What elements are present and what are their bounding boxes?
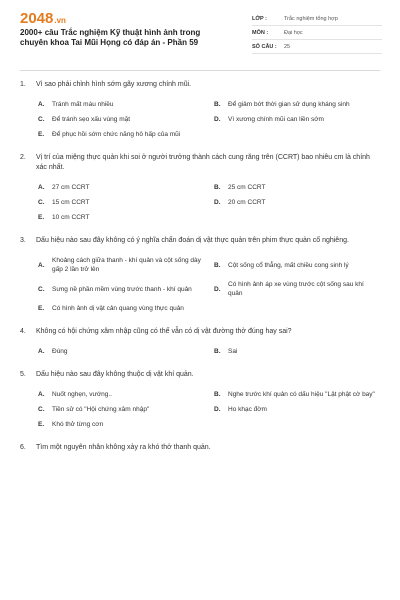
option-letter: A. — [38, 184, 45, 191]
option-text: 15 cm CCRT — [52, 199, 90, 206]
answer-options — [20, 390, 380, 429]
header — [0, 0, 400, 70]
option-text: Tiền sử có "Hội chứng xâm nhập" — [52, 406, 150, 413]
option-letter: E. — [38, 214, 45, 221]
option-letter: A. — [38, 261, 45, 269]
question-text: Tìm một nguyên nhân không xảy ra khó thở thanh quản. — [36, 444, 211, 451]
option-text: Sưng nề phần mềm vùng trước thanh - khí quản — [52, 285, 192, 293]
question-list — [20, 80, 380, 467]
answer-option[interactable] — [38, 198, 204, 207]
option-text: Sai — [228, 348, 238, 355]
answer-option[interactable] — [38, 390, 204, 399]
meta-row-class — [252, 12, 382, 26]
answer-option[interactable] — [214, 405, 380, 414]
meta-label: SỐ CÂU : — [252, 43, 277, 50]
answer-options — [20, 100, 380, 139]
meta-row-subject — [252, 26, 382, 40]
meta-value: Đại học — [284, 29, 303, 36]
option-letter: C. — [38, 285, 45, 293]
option-letter: D. — [214, 285, 221, 293]
question-number: 6. — [20, 444, 26, 451]
question-2 — [20, 153, 380, 222]
option-text: Ho khạc đờm — [228, 406, 267, 413]
question-4 — [20, 327, 380, 356]
question-text: Không có hội chứng xâm nhập cũng có thể vẫn có dị vật đường thở đúng hay sai? — [36, 328, 292, 335]
question-text-row — [20, 443, 380, 453]
answer-option[interactable] — [214, 198, 380, 207]
option-text: 27 cm CCRT — [52, 184, 90, 191]
option-text: Nuốt nghẹn, vướng.. — [52, 391, 112, 398]
option-text: Nghe trước khí quản có dấu hiệu "Lật phật cờ bay" — [228, 391, 375, 398]
option-letter: B. — [214, 101, 221, 108]
option-letter: C. — [38, 116, 45, 123]
option-text: Khoảng cách giữa thanh - khí quản và cột sống dày gấp 2 lần trở lên — [52, 257, 201, 273]
option-letter: E. — [38, 131, 45, 138]
answer-option[interactable] — [38, 183, 204, 192]
meta-label: MÔN : — [252, 29, 269, 36]
option-letter: A. — [38, 391, 45, 398]
option-text: Để phục hồi sớm chức năng hô hấp của mũi — [52, 131, 181, 138]
question-number: 2. — [20, 154, 26, 161]
question-6 — [20, 443, 380, 453]
option-text: Vì xương chính mũi can liền sớm — [228, 116, 324, 123]
question-text-row — [20, 236, 380, 246]
option-letter: A. — [38, 348, 45, 355]
logo[interactable] — [20, 10, 66, 27]
option-letter: D. — [214, 116, 221, 123]
meta-value: 25 — [284, 43, 291, 50]
question-text-row — [20, 80, 380, 90]
answer-option[interactable] — [38, 280, 204, 298]
option-letter: A. — [38, 101, 45, 108]
option-letter: D. — [214, 406, 221, 413]
answer-options — [20, 347, 380, 356]
option-letter: E. — [38, 421, 45, 428]
answer-option[interactable] — [38, 405, 204, 414]
answer-option[interactable] — [38, 213, 204, 222]
answer-option[interactable] — [214, 183, 380, 192]
option-letter: C. — [38, 406, 45, 413]
option-letter: B. — [214, 391, 221, 398]
answer-option[interactable] — [214, 256, 380, 274]
question-text-row — [20, 153, 380, 173]
option-text: Để tránh sẹo xấu vùng mặt — [52, 116, 131, 123]
question-number: 1. — [20, 81, 26, 88]
question-text-row — [20, 327, 380, 337]
meta-label: LỚP : — [252, 15, 267, 22]
option-text: Khó thở từng cơn — [52, 421, 104, 428]
option-text: 10 cm CCRT — [52, 214, 90, 221]
divider — [20, 70, 380, 71]
answer-option[interactable] — [38, 115, 204, 124]
question-text: Vị trí của miệng thực quản khi soi ở người trưởng thành cách cung răng trên (CCRT) bao nhiêu cm là chính xác nhất. — [36, 154, 370, 171]
answer-option[interactable] — [214, 115, 380, 124]
option-letter: C. — [38, 199, 45, 206]
answer-option[interactable] — [214, 280, 380, 298]
option-letter: B. — [214, 184, 221, 191]
answer-option[interactable] — [38, 100, 204, 109]
option-text: Cột sống cổ thẳng, mất chiều cong sinh lý — [228, 261, 349, 269]
question-number: 5. — [20, 371, 26, 378]
option-text: Đúng — [52, 348, 68, 355]
meta-value: Trắc nghiệm tổng hợp — [284, 15, 338, 22]
logo-text: 2048 — [20, 10, 54, 27]
page-title: 2000+ câu Trắc nghiệm Kỹ thuật hình ảnh trong chuyên khoa Tai Mũi Họng có đáp án - Phần 59 — [20, 28, 201, 47]
option-letter: D. — [214, 199, 221, 206]
option-text: Để giảm bớt thời gian sử dụng kháng sinh — [228, 101, 350, 108]
question-number: 3. — [20, 237, 26, 244]
option-text: Có hình ảnh áp xe vùng trước cột sống sau khí quản — [228, 281, 364, 297]
answer-options — [20, 183, 380, 222]
option-letter: B. — [214, 261, 221, 269]
question-5 — [20, 370, 380, 429]
question-number: 4. — [20, 328, 26, 335]
meta-info — [252, 12, 382, 54]
logo-suffix: .vn — [54, 16, 66, 25]
answer-option[interactable] — [214, 390, 380, 399]
option-letter: E. — [38, 305, 45, 312]
answer-options — [20, 256, 380, 313]
option-text: Tránh mất máu nhiều — [52, 101, 114, 108]
answer-option[interactable] — [38, 256, 204, 274]
answer-option[interactable] — [38, 304, 204, 313]
answer-option[interactable] — [38, 420, 204, 429]
option-text: Có hình ảnh dị vật cản quang vùng thực quản — [52, 305, 184, 312]
answer-option[interactable] — [214, 100, 380, 109]
answer-option[interactable] — [214, 347, 380, 356]
meta-row-count — [252, 40, 382, 54]
answer-option[interactable] — [38, 130, 204, 139]
option-text: 25 cm CCRT — [228, 184, 266, 191]
question-text: Dấu hiệu nào sau đây không có ý nghĩa chẩn đoán dị vật thực quản trên phim thực quản cổ nghiêng. — [36, 237, 349, 244]
answer-option[interactable] — [38, 347, 204, 356]
question-text: Vì sao phải chỉnh hình sớm gãy xương chính mũi. — [36, 81, 192, 88]
option-letter: B. — [214, 348, 221, 355]
question-3 — [20, 236, 380, 313]
question-text-row — [20, 370, 380, 380]
question-1 — [20, 80, 380, 139]
question-text: Dấu hiệu nào sau đây không thuộc dị vật khí quản. — [36, 371, 194, 378]
option-text: 20 cm CCRT — [228, 199, 266, 206]
